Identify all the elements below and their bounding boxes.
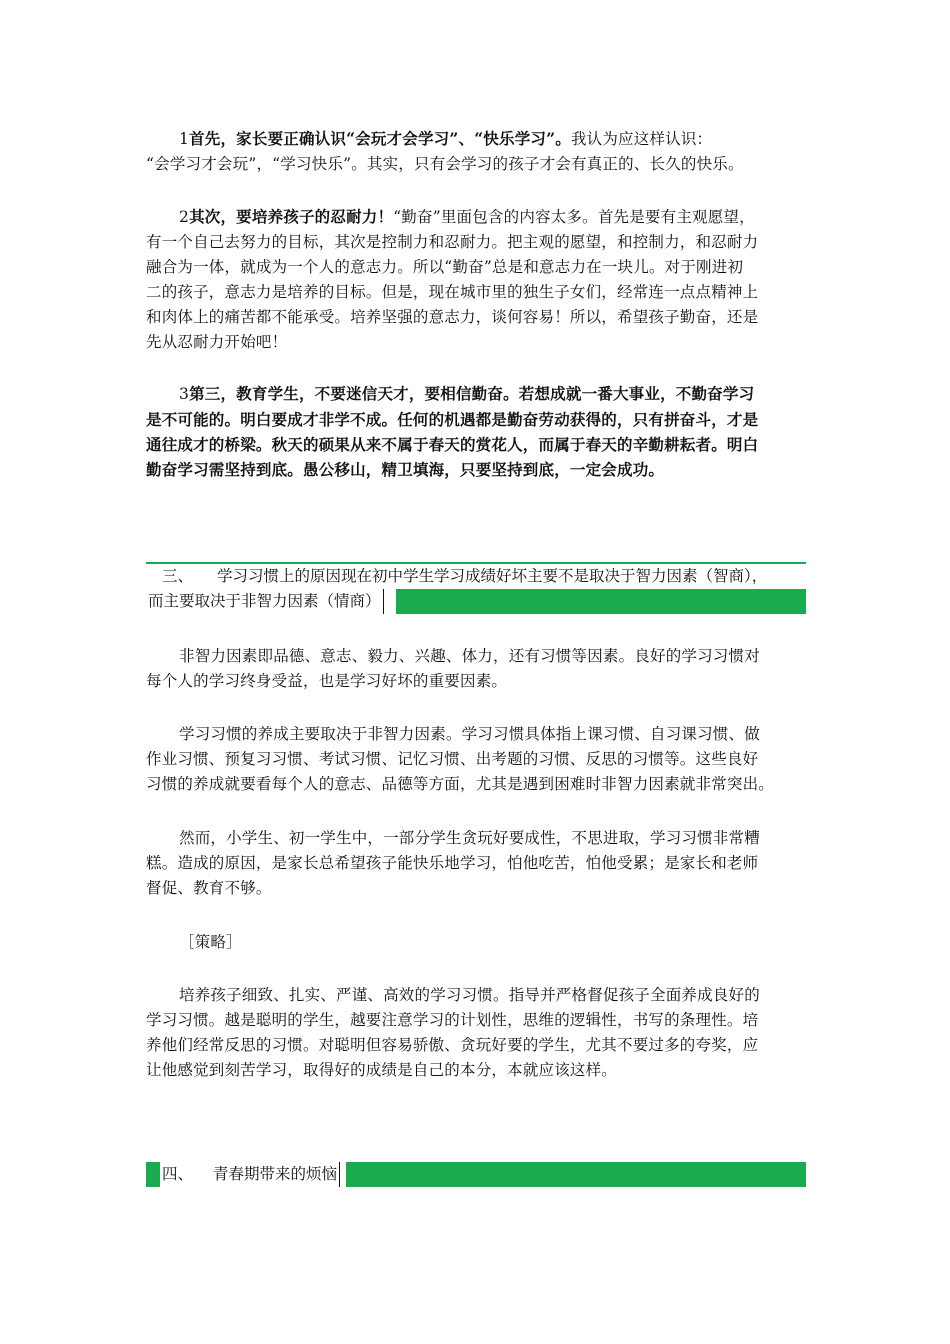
paragraph-line: 非智力因素即品德、意志、毅力、兴趣、体力，还有习惯等因素。良好的学习习惯对 (179, 647, 760, 665)
point-1-line-2: “会学习才会玩”，“学习快乐”。其实，只有会学习的孩子才会有真正的、长久的快乐。 (146, 155, 744, 173)
point-1-bold: 首先，家长要正确认识“会玩才会学习”、“快乐学习”。 (189, 129, 571, 148)
section-3-heading-line-1 (146, 564, 769, 589)
section-3-paragraph-1 (146, 644, 810, 694)
paragraph-line: 作业习惯、预复习习惯、考试习惯、记忆习惯、出考题的习惯、反思的习惯等。这些良好 (146, 750, 759, 768)
section-3-paragraph-3 (146, 826, 810, 901)
paragraph-line: 培养孩子细致、扎实、严谨、高效的学习习惯。指导并严格督促孩子全面养成良好的 (179, 986, 760, 1004)
paragraph-line: 每个人的学习终身受益，也是学习好坏的重要因素。 (146, 672, 508, 690)
point-3-line: 勤奋学习需坚持到底。愚公移山，精卫填海，只要坚持到底，一定会成功。 (146, 460, 665, 479)
point-3-number: 3 (179, 385, 190, 403)
point-1-rest: 我认为应这样认识： (570, 130, 713, 148)
section-3-heading-line-2: 而主要取决于非智力因素（情商） (146, 589, 384, 614)
section-3-paragraph-2 (146, 722, 810, 797)
point-3-paragraph (146, 381, 810, 482)
paragraph-line: 让他感觉到刻苦学习，取得好的成绩是自己的本分，本就应该这样。 (146, 1061, 618, 1079)
point-2-line: 先从忍耐力开始吧！ (146, 333, 288, 351)
point-2-line: 和肉体上的痛苦都不能承受。培养坚强的意志力，谈何容易！所以，希望孩子勤奋，还是 (146, 308, 759, 326)
section-4-heading-text (160, 1162, 340, 1187)
point-3-line: 是不可能的。明白要成才非学不成。任何的机遇都是勤奋劳动获得的，只有拼奋斗，才是 (146, 410, 759, 429)
section-3-number: 三、 (162, 567, 194, 585)
strategy-label-block (146, 930, 810, 955)
point-2-bold: 其次，要培养孩子的忍耐力！ (189, 207, 394, 226)
paragraph-line: 学习习惯的养成主要取决于非智力因素。学习习惯具体指上课习惯、自习课习惯、做 (179, 725, 760, 743)
paragraph-line: 养他们经常反思的习惯。对聪明但容易骄傲、贪玩好要的学生，尤其不要过多的夸奖，应 (146, 1036, 759, 1054)
point-2-line: 有一个自己去努力的目标，其次是控制力和忍耐力。把主观的愿望，和控制力，和忍耐力 (146, 233, 759, 251)
paragraph-line: 学习习惯。越是聪明的学生，越要注意学习的计划性，思维的逻辑性，书写的条理性。培 (146, 1011, 759, 1029)
point-3-line: 通往成才的桥梁。秋天的硕果从来不属于春天的赏花人，而属于春天的辛勤耕耘者。明白 (146, 435, 759, 454)
strategy-paragraph (146, 983, 810, 1083)
section-4-number: 四、 (162, 1165, 194, 1183)
paragraph-line: 习惯的养成就要看每个人的意志、品德等方面，尤其是遇到困难时非智力因素就非常突出。 (146, 775, 775, 793)
strategy-label: ［策略］ (179, 933, 242, 951)
point-2-rest: “勤奋”里面包含的内容太多。首先是要有主观愿望， (393, 208, 755, 226)
point-2-number: 2 (179, 208, 190, 226)
section-3-heading (146, 562, 806, 614)
section-4-heading (146, 1162, 806, 1187)
point-3-line-1: 第三，教育学生，不要迷信天才，要相信勤奋。若想成就一番大事业，不勤奋学习 (189, 384, 755, 403)
point-2-line: 二的孩子，意志力是培养的目标。但是，现在城市里的独生子女们，经常连一点点精神上 (146, 283, 759, 301)
section-3-title-part-1: 学习习惯上的原因现在初中学生学习成绩好坏主要不是取决于智力因素（智商）， (217, 567, 768, 585)
point-2-paragraph (146, 204, 810, 355)
paragraph-line: 督促、教育不够。 (146, 879, 272, 897)
section-4-title: 青春期带来的烦恼 (213, 1165, 338, 1183)
paragraph-line: 然而，小学生、初一学生中，一部分学生贪玩好要成性，不思进取，学习习惯非常糟 (179, 829, 760, 847)
paragraph-line: 糕。造成的原因，是家长总希望孩子能快乐地学习，怕他吃苦，怕他受累；是家长和老师 (146, 854, 759, 872)
point-2-line: 融合为一体，就成为一个人的意志力。所以“勤奋”总是和意志力在一块儿。对于刚进初 (146, 258, 744, 276)
point-1-number: 1 (179, 130, 190, 148)
point-1-paragraph (146, 126, 810, 177)
